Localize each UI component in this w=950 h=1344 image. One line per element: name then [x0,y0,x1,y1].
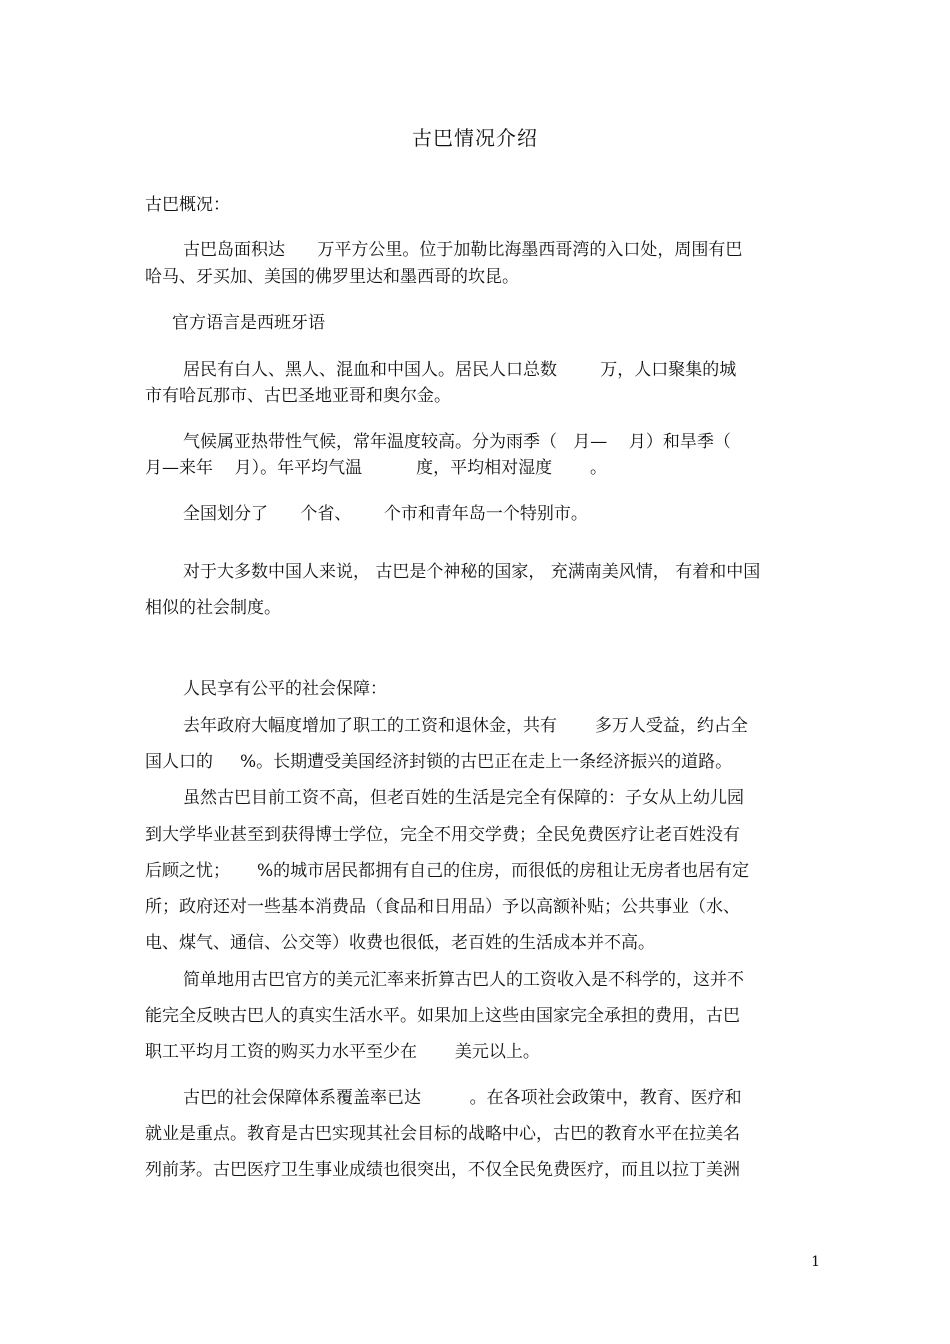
page-number: 1 [811,1254,820,1270]
paragraph-line: 居民有白人、黑人、混血和中国人。居民人口总数 万，人口聚集的城 [183,360,737,380]
paragraph-line: 对于大多数中国人来说， 古巴是个神秘的国家， 充满南美风情， 有着和中国 [183,562,761,582]
paragraph-line: 全国划分了 个省、 个市和青年岛一个特别市。 [183,504,588,524]
paragraph-line: 职工平均月工资的购买力水平至少在 美元以上。 [145,1042,540,1062]
paragraph-line: 古巴的社会保障体系覆盖率已达 。在各项社会政策中，教育、医疗和 [183,1088,742,1108]
paragraph-line: 相似的社会制度。 [145,598,281,618]
paragraph-line: 电、煤气、通信、公交等）收费也很低，老百姓的生活成本并不高。 [145,933,655,953]
paragraph-line: 简单地用古巴官方的美元汇率来折算古巴人的工资收入是不科学的，这并不 [183,970,744,990]
paragraph-line: 所；政府还对一些基本消费品（食品和日用品）予以高额补贴；公共事业（水、 [145,897,740,917]
paragraph-line: 国人口的 %。长期遭受美国经济封锁的古巴正在走上一条经济振兴的道路。 [145,752,733,772]
paragraph-line: 市有哈瓦那市、古巴圣地亚哥和奥尔金。 [145,386,451,406]
paragraph-line: 就业是重点。教育是古巴实现其社会目标的战略中心，古巴的教育水平在拉美名 [145,1124,740,1144]
paragraph-line: 去年政府大幅度增加了职工的工资和退休金，共有 多万人受益，约占全 [183,716,748,736]
document-title: 古巴情况介绍 [412,126,538,150]
paragraph-line: 后顾之忧； %的城市居民都拥有自己的住房，而很低的房租让无房者也居有定 [145,861,750,881]
paragraph-line: 月—来年 月）。年平均气温 度，平均相对湿度 。 [145,458,607,478]
section-heading-overview: 古巴概况： [145,195,230,215]
section-heading-social-security: 人民享有公平的社会保障： [183,679,387,699]
paragraph-line: 官方语言是西班牙语 [172,313,325,333]
paragraph-line: 哈马、牙买加、美国的佛罗里达和墨西哥的坎昆。 [145,267,519,287]
paragraph-line: 虽然古巴目前工资不高，但老百姓的生活是完全有保障的：子女从上幼儿园 [183,788,744,808]
paragraph-line: 到大学毕业甚至到获得博士学位，完全不用交学费；全民免费医疗让老百姓没有 [145,825,740,845]
paragraph-line: 列前茅。古巴医疗卫生事业成绩也很突出，不仅全民免费医疗，而且以拉丁美洲 [145,1160,740,1180]
paragraph-line: 气候属亚热带性气候，常年温度较高。分为雨季（ 月— 月）和旱季（ [183,432,731,452]
paragraph-line: 能完全反映古巴人的真实生活水平。如果加上这些由国家完全承担的费用，古巴 [145,1006,740,1026]
paragraph-line: 古巴岛面积达 万平方公里。位于加勒比海墨西哥湾的入口处，周围有巴 [183,240,743,260]
